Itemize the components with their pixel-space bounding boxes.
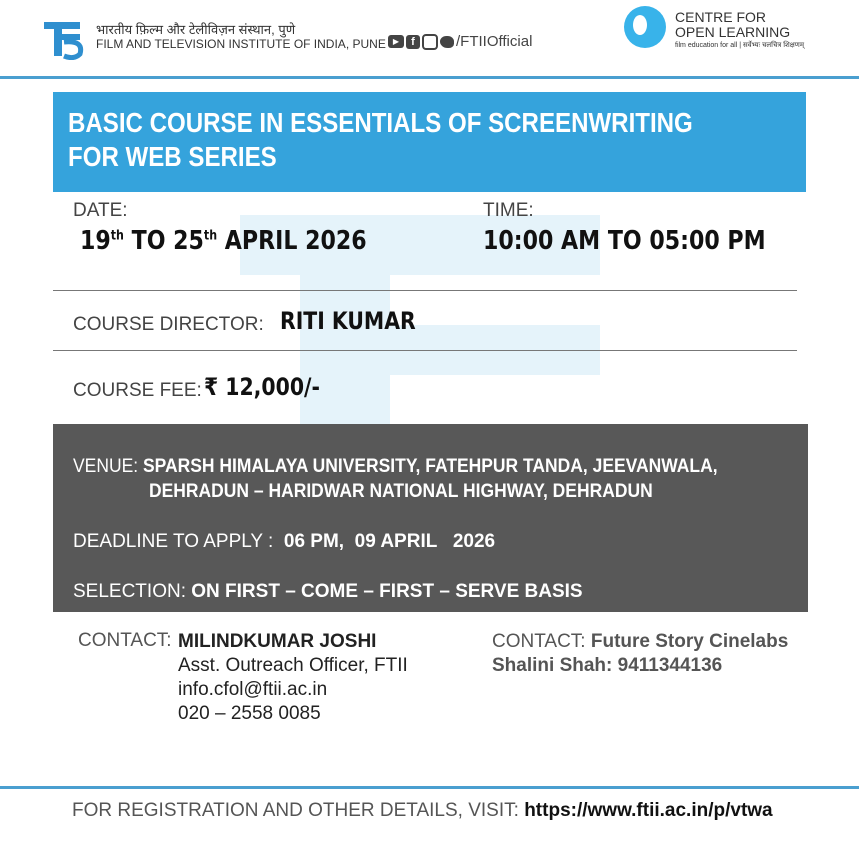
time-value: 10:00 AM TO 05:00 PM — [483, 226, 766, 256]
divider — [53, 290, 797, 291]
contact1-email[interactable]: info.cfol@ftii.ac.in — [178, 679, 328, 700]
selection: SELECTION: ON FIRST – COME – FIRST – SERVE BASIS — [73, 581, 583, 602]
cfol-logo-icon — [624, 6, 666, 48]
registration-link[interactable]: https://www.ftii.ac.in/p/vtwa — [524, 800, 773, 821]
contact1-label: CONTACT: — [78, 630, 172, 651]
social-handle: /FTIIOfficial — [456, 33, 533, 50]
footer-divider — [0, 786, 859, 789]
director-label: COURSE DIRECTOR: — [73, 314, 264, 335]
fee-value: ₹ 12,000/- — [204, 373, 320, 401]
cfol-name: CENTRE FOR OPEN LEARNING — [675, 9, 791, 40]
fee-label: COURSE FEE: — [73, 380, 202, 401]
header-divider — [0, 76, 859, 79]
facebook-icon[interactable]: f — [406, 35, 420, 49]
contact1-details: MILINDKUMAR JOSHI Asst. Outreach Officer, FTII info.cfol@ftii.ac.in 020 – 2558 0085 — [178, 631, 408, 724]
ftii-english-name: FILM AND TELEVISION INSTITUTE OF INDIA, PUNE — [96, 37, 386, 51]
youtube-icon[interactable]: ▶ — [388, 35, 404, 48]
details-panel — [53, 424, 808, 612]
date-label: DATE: — [73, 200, 128, 221]
twitter-icon[interactable] — [440, 36, 454, 48]
venue-line2: DEHRADUN – HARIDWAR NATIONAL HIGHWAY, DEHRADUN — [149, 481, 653, 502]
course-title-banner: BASIC COURSE IN ESSENTIALS OF SCREENWRITING FOR WEB SERIES — [53, 92, 806, 192]
date-value: 19th TO 25th APRIL 2026 — [80, 226, 367, 256]
cfol-tagline: film education for all | सर्वेभ्यः चलचित्र शिक्षणम् — [675, 42, 805, 49]
deadline: DEADLINE TO APPLY : 06 PM, 09 APRIL 2026 — [73, 531, 496, 552]
instagram-icon[interactable] — [422, 34, 438, 50]
venue: VENUE: SPARSH HIMALAYA UNIVERSITY, FATEHPUR TANDA, JEEVANWALA, — [73, 456, 718, 477]
divider — [53, 350, 797, 351]
director-value: RITI KUMAR — [280, 307, 416, 335]
ftii-hindi-name: भारतीय फ़िल्म और टेलीविज़न संस्थान, पुणे — [96, 22, 296, 37]
footer: FOR REGISTRATION AND OTHER DETAILS, VISIT: https://www.ftii.ac.in/p/vtwa — [72, 800, 773, 821]
ftii-logo — [40, 14, 86, 60]
time-label: TIME: — [483, 200, 534, 221]
contact2: CONTACT: Future Story Cinelabs Shalini Shah: 9411344136 — [492, 631, 789, 676]
social-row — [388, 33, 532, 50]
